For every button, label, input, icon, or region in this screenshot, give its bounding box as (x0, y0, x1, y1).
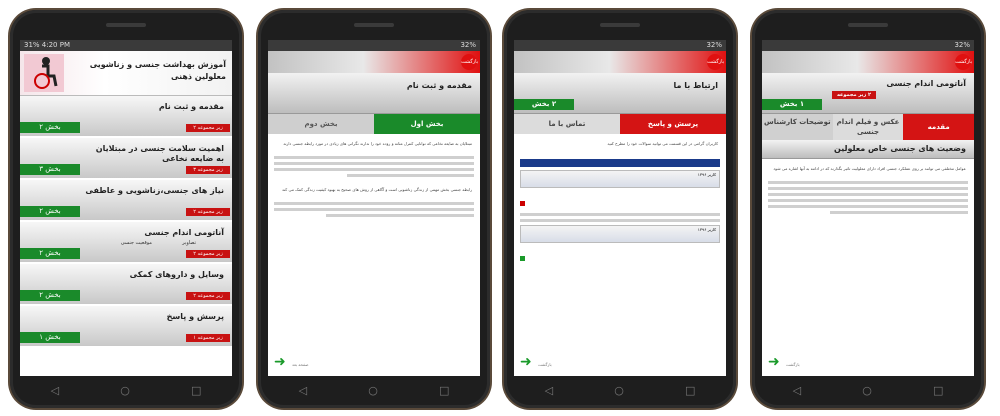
back-nav-icon[interactable]: ◁ (792, 383, 802, 397)
status-bar: 32% (514, 40, 726, 51)
home-nav-icon[interactable]: ○ (862, 383, 872, 397)
text-line (520, 219, 720, 222)
recents-nav-icon[interactable]: □ (933, 383, 944, 397)
text-line (326, 214, 474, 217)
menu-item-title: وسایل و داروهای کمکی (129, 270, 224, 279)
body-paragraph: عوامل مختلفی می توانند بر روی عملکرد جنسی افراد دارای معلولیت تاثیر بگذارند که در ادامه به آنها اشاره می شود (773, 166, 966, 171)
section-title: مقدمه و ثبت نام (406, 81, 472, 90)
text-line (768, 187, 968, 190)
back-nav-icon[interactable]: ◁ (50, 383, 60, 397)
menu-item-aids[interactable] (20, 264, 232, 306)
tab-bar (514, 114, 726, 134)
tab-media[interactable]: عکس و فیلم اندام جنسی (833, 114, 904, 140)
text-line (768, 193, 968, 196)
reply-marker-icon (520, 256, 525, 261)
tab-part-one[interactable]: بخش اول (374, 114, 480, 134)
menu-item-importance[interactable] (20, 138, 232, 180)
phone-4 (752, 10, 984, 408)
screen-anatomy (762, 40, 974, 376)
wheelchair-logo-icon (24, 54, 64, 92)
tab-bar (762, 114, 974, 140)
footer-note: بازگشت (786, 362, 800, 367)
menu-item-title: پرسش و پاسخ (166, 312, 224, 321)
subsection-title-block[interactable] (762, 140, 974, 159)
menu-item-title: نیاز های جنسی،زناشویی و عاطفی (85, 186, 224, 195)
tab-contact[interactable]: تماس با ما (514, 114, 620, 134)
section-count-badge: ۱ بخش (20, 332, 80, 343)
android-navbar (20, 378, 232, 402)
screen-menu (20, 40, 232, 376)
menu-item-title: آناتومی اندام جنسی (144, 228, 224, 237)
menu-item-title: مقدمه و ثبت نام (158, 102, 224, 111)
top-bar (514, 51, 726, 73)
menu-item-extra: تصاویر (182, 240, 196, 246)
section-count-badge: ۲ بخش (20, 290, 80, 301)
chat-message[interactable] (520, 170, 720, 188)
section-count-badge: ۱ بخش (762, 99, 822, 110)
back-button[interactable]: بازگشت (707, 54, 723, 70)
back-nav-icon[interactable]: ◁ (544, 383, 554, 397)
tab-qa[interactable]: پرسش و پاسخ (620, 114, 726, 134)
android-navbar (514, 378, 726, 402)
section-title-block (268, 73, 480, 114)
tab-intro[interactable]: مقدمه (903, 114, 974, 140)
back-arrow-icon[interactable]: ➜ (768, 354, 780, 370)
body-paragraph: مبتلایان به ضایعه نخاعی که توانایی کنترل مثانه و روده خود را ندارند نگرانی های زیادی در مورد رابطه جنسی دارند (283, 141, 472, 146)
status-bar: 32% (268, 40, 480, 51)
text-line (274, 162, 474, 165)
section-count-badge: ۳ بخش (20, 164, 80, 175)
section-title: آناتومی اندام جنسی (886, 79, 966, 88)
chat-header (520, 159, 720, 167)
home-nav-icon[interactable]: ○ (368, 383, 378, 397)
android-navbar (268, 378, 480, 402)
speaker (354, 23, 394, 27)
section-count-badge: ۲ بخش (20, 122, 80, 133)
reply-marker-icon (520, 201, 525, 206)
home-nav-icon[interactable]: ○ (120, 383, 130, 397)
speaker (106, 23, 146, 27)
tab-expert[interactable]: توضیحات کارشناس (762, 114, 833, 140)
subsection-count-badge: ۲ زیر مجموعه (186, 292, 230, 300)
speaker (848, 23, 888, 27)
menu-item-title: اهمیت سلامت جنسی در مبتلایان به ضایعه نخاعی (95, 144, 224, 163)
menu-item-extra: موقعیت جنسی (120, 240, 152, 246)
status-bar: 31% 4:20 PM (20, 40, 232, 51)
menu-item-anatomy[interactable] (20, 222, 232, 264)
app-header (20, 51, 232, 96)
subsection-title: وضعیت های جنسی خاص معلولین (834, 144, 966, 153)
app-title: آموزش بهداشت جنسی و زناشویی معلولین ذهنی (89, 60, 226, 81)
chat-user-name: کاربر ۱۳۹۶ (697, 227, 716, 232)
subsection-count-badge: ۱ زیر مجموعه (186, 334, 230, 342)
status-bar: 32% (762, 40, 974, 51)
screen-contact (514, 40, 726, 376)
text-line (830, 211, 968, 214)
android-navbar (762, 378, 974, 402)
speaker (600, 23, 640, 27)
subsection-count-badge: ۲ زیر مجموعه (832, 91, 876, 99)
phone-3 (504, 10, 736, 408)
text-line (768, 205, 968, 208)
text-line (274, 202, 474, 205)
chat-message[interactable] (520, 225, 720, 243)
menu-list (20, 96, 232, 348)
section-title-block (762, 73, 974, 114)
back-button[interactable]: بازگشت (955, 54, 971, 70)
text-line (274, 168, 474, 171)
back-button[interactable]: بازگشت (461, 54, 477, 70)
home-nav-icon[interactable]: ○ (614, 383, 624, 397)
section-count-badge: ۲ بخش (20, 206, 80, 217)
footer-note: صفحه بعد (292, 362, 309, 367)
chat-reply (520, 246, 720, 265)
phone-2 (258, 10, 490, 408)
text-line (347, 174, 474, 177)
recents-nav-icon[interactable]: □ (685, 383, 696, 397)
screen-intro (268, 40, 480, 376)
text-line (274, 208, 474, 211)
recents-nav-icon[interactable]: □ (439, 383, 450, 397)
subsection-count-badge: ۲ زیر مجموعه (186, 124, 230, 132)
menu-item-qa[interactable] (20, 306, 232, 348)
section-title: ارتباط با ما (673, 81, 718, 90)
section-count-badge: ۲ بخش (514, 99, 574, 110)
phone-1 (10, 10, 242, 408)
chat-user-name: کاربر ۱۳۹۶ (697, 172, 716, 177)
back-arrow-icon[interactable]: ➜ (520, 354, 532, 370)
body-paragraph: رابطه جنسی بخش مهمی از زندگی زناشویی است و آگاهی از روش های صحیح به بهبود کیفیت زندگی کمک می کند (282, 187, 472, 192)
chat-reply (520, 191, 720, 210)
text-line (768, 181, 968, 184)
subsection-count-badge: ۲ زیر مجموعه (186, 208, 230, 216)
text-line (768, 199, 968, 202)
tab-part-two[interactable]: بخش دوم (268, 114, 374, 134)
top-bar (762, 51, 974, 73)
subsection-count-badge: ۲ زیر مجموعه (186, 250, 230, 258)
tab-bar (268, 114, 480, 134)
back-nav-icon[interactable]: ◁ (298, 383, 308, 397)
footer-note: بازگشت (538, 362, 552, 367)
intro-text: کاربران گرامی در این قسمت می توانید سوالات خود را مطرح کنید (607, 141, 718, 146)
top-bar (268, 51, 480, 73)
subsection-count-badge: ۳ زیر مجموعه (186, 166, 230, 174)
text-line (520, 213, 720, 216)
back-arrow-icon[interactable]: ➜ (274, 354, 286, 370)
section-title-block (514, 73, 726, 114)
menu-item-needs[interactable] (20, 180, 232, 222)
section-count-badge: ۲ بخش (20, 248, 80, 259)
menu-item-intro[interactable] (20, 96, 232, 138)
recents-nav-icon[interactable]: □ (191, 383, 202, 397)
text-line (274, 156, 474, 159)
